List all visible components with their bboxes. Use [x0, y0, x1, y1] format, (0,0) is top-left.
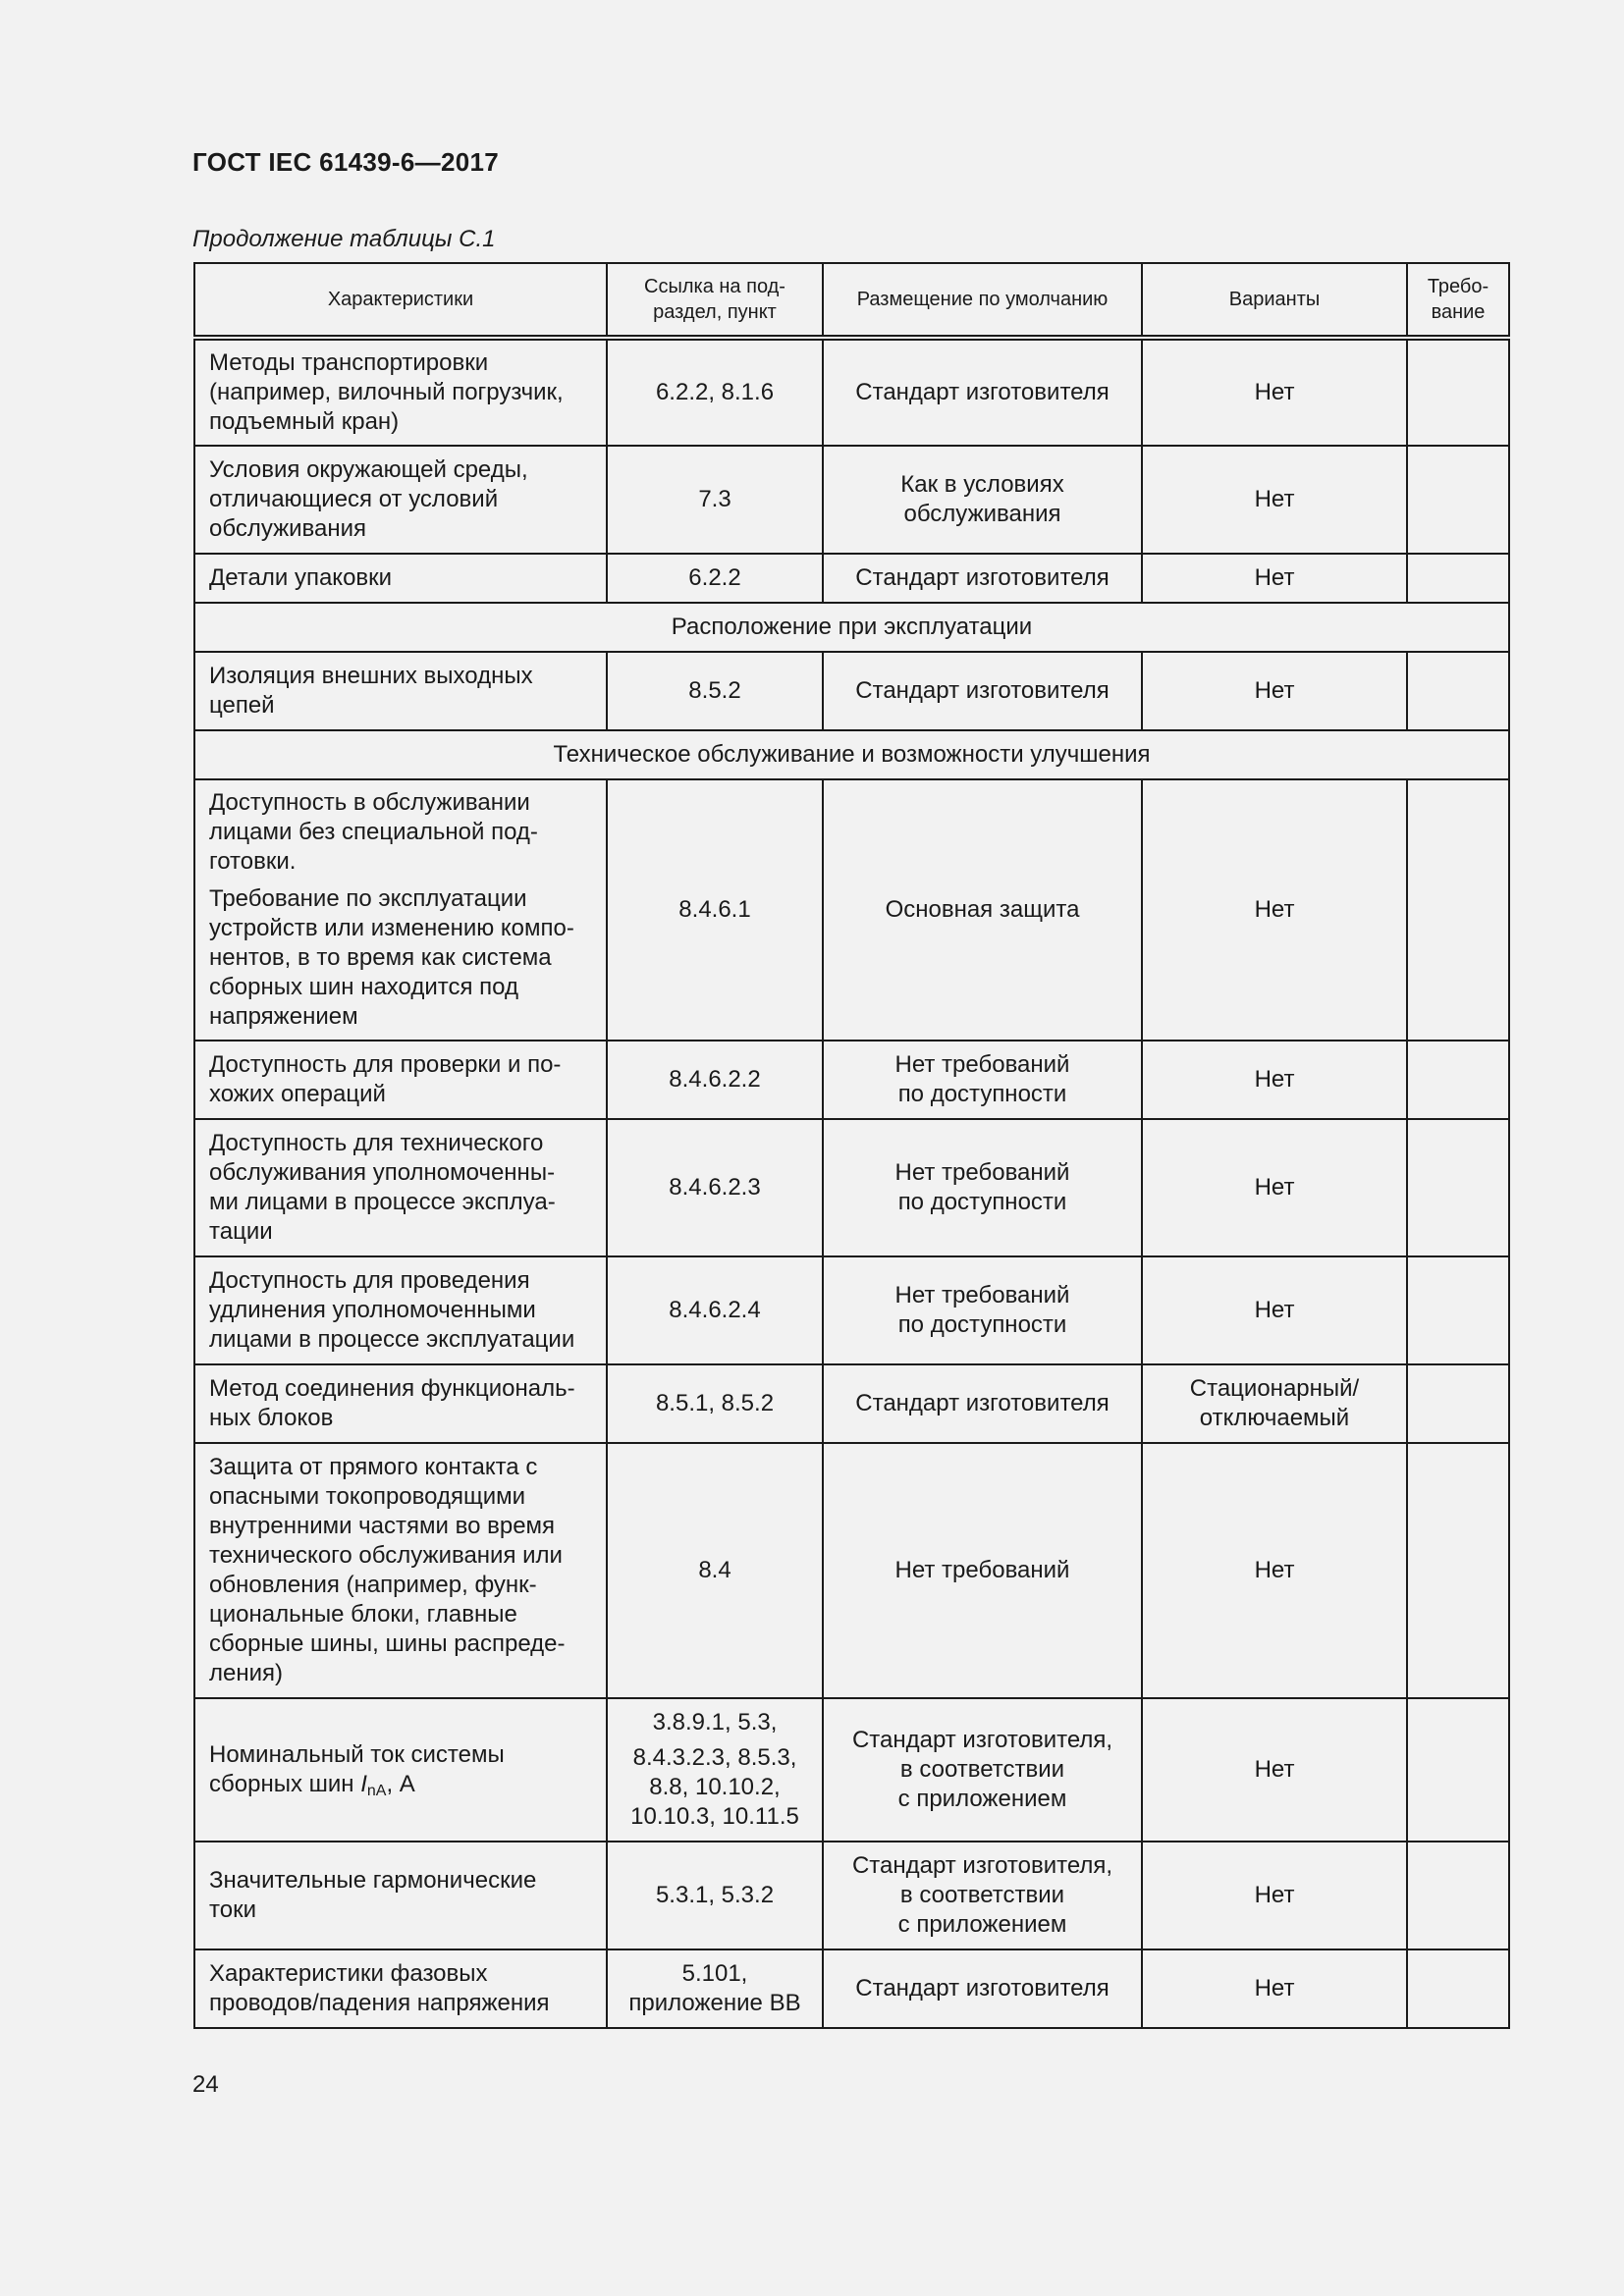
cell-reference: 5.101, приложение ВВ: [607, 1949, 823, 2028]
cell-options: Нет: [1142, 652, 1407, 730]
cell-requirement: [1407, 1698, 1509, 1842]
table-header: [194, 263, 1509, 338]
col-header-reference: Ссылка на под- раздел, пункт: [607, 263, 823, 338]
cell-requirement: [1407, 779, 1509, 1041]
cell-characteristic: Характеристики фазовых проводов/падения напряжения: [194, 1949, 607, 2028]
cell-default: Стандарт изготовителя: [823, 338, 1142, 446]
table-row: [194, 338, 1509, 446]
cell-reference: 7.3: [607, 446, 823, 554]
header-row: [194, 263, 1509, 338]
cell-requirement: [1407, 652, 1509, 730]
cell-default: Стандарт изготовителя: [823, 1364, 1142, 1443]
col-header-default: Размещение по умолчанию: [823, 263, 1142, 338]
section-title-maintenance: Техническое обслуживание и возможности улучшения: [194, 730, 1509, 779]
table-row: [194, 652, 1509, 730]
characteristic-paragraph: Доступность в обслуживании лицами без специальной под- готовки.: [209, 789, 538, 875]
document-code: ГОСТ IEC 61439-6—2017: [192, 147, 499, 177]
cell-options: Нет: [1142, 446, 1407, 554]
table-row: [194, 1949, 1509, 2028]
cell-default: Основная защита: [823, 779, 1142, 1041]
requirements-table: [193, 262, 1510, 2029]
cell-options: Нет: [1142, 779, 1407, 1041]
cell-requirement: [1407, 1119, 1509, 1256]
table-row: [194, 446, 1509, 554]
cell-options: Нет: [1142, 338, 1407, 446]
cell-reference: 3.8.9.1, 5.3, 8.4.3.2.3, 8.5.3, 8.8, 10.10.2, 10.10.3, 10.11.5: [607, 1698, 823, 1842]
cell-reference: 8.5.1, 8.5.2: [607, 1364, 823, 1443]
section-title-operation: Расположение при эксплуатации: [194, 603, 1509, 652]
cell-reference: 8.4.6.2.2: [607, 1041, 823, 1119]
cell-options: Нет: [1142, 554, 1407, 603]
cell-characteristic: [194, 1698, 607, 1842]
cell-characteristic: Доступность для проверки и по- хожих операций: [194, 1041, 607, 1119]
cell-requirement: [1407, 338, 1509, 446]
table-row: [194, 1041, 1509, 1119]
table-row: [194, 554, 1509, 603]
current-symbol: I: [360, 1771, 367, 1797]
cell-requirement: [1407, 1041, 1509, 1119]
cell-characteristic: Метод соединения функциональ- ных блоков: [194, 1364, 607, 1443]
characteristic-line: сборных шин $I_{nA}$, А: [209, 1771, 415, 1799]
cell-default: Нет требований: [823, 1443, 1142, 1698]
cell-reference: 8.5.2: [607, 652, 823, 730]
cell-default: Стандарт изготовителя: [823, 652, 1142, 730]
cell-reference: 6.2.2: [607, 554, 823, 603]
table-caption: Продолжение таблицы С.1: [192, 226, 496, 252]
table-row: [194, 1698, 1509, 1842]
cell-characteristic: Защита от прямого контакта с опасными токопроводящими внутренними частями во время технического обслуживания или обновления (например, функ- циональные блоки, главные сборные шины, шины распреде- ления): [194, 1443, 607, 1698]
cell-default: Нет требований по доступности: [823, 1256, 1142, 1364]
cell-characteristic: [194, 779, 607, 1041]
cell-characteristic: Детали упаковки: [194, 554, 607, 603]
cell-reference: 8.4.6.1: [607, 779, 823, 1041]
cell-reference: 5.3.1, 5.3.2: [607, 1842, 823, 1949]
cell-reference: 8.4.6.2.4: [607, 1256, 823, 1364]
characteristic-line: Номинальный ток системы: [209, 1741, 505, 1768]
cell-options: Нет: [1142, 1443, 1407, 1698]
page-number: 24: [192, 2071, 219, 2098]
cell-requirement: [1407, 1256, 1509, 1364]
col-header-requirement: Требо- вание: [1407, 263, 1509, 338]
cell-requirement: [1407, 1949, 1509, 2028]
cell-requirement: [1407, 1364, 1509, 1443]
table-row: [194, 1443, 1509, 1698]
table-body: [194, 338, 1509, 2028]
cell-default: Стандарт изготовителя: [823, 554, 1142, 603]
cell-default: Стандарт изготовителя, в соответствии с приложением: [823, 1698, 1142, 1842]
cell-requirement: [1407, 554, 1509, 603]
cell-default: Нет требований по доступности: [823, 1041, 1142, 1119]
cell-reference: 8.4: [607, 1443, 823, 1698]
cell-reference: 6.2.2, 8.1.6: [607, 338, 823, 446]
cell-default: Нет требований по доступности: [823, 1119, 1142, 1256]
cell-characteristic: Методы транспортировки (например, вилочный погрузчик, подъемный кран): [194, 338, 607, 446]
cell-options: Стационарный/ отключаемый: [1142, 1364, 1407, 1443]
cell-reference: 8.4.6.2.3: [607, 1119, 823, 1256]
cell-requirement: [1407, 1443, 1509, 1698]
cell-options: Нет: [1142, 1698, 1407, 1842]
cell-options: Нет: [1142, 1842, 1407, 1949]
cell-default: Стандарт изготовителя: [823, 1949, 1142, 2028]
cell-default: Как в условиях обслуживания: [823, 446, 1142, 554]
table-row: [194, 1119, 1509, 1256]
cell-characteristic: Изоляция внешних выходных цепей: [194, 652, 607, 730]
cell-requirement: [1407, 1842, 1509, 1949]
col-header-options: Варианты: [1142, 263, 1407, 338]
cell-options: Нет: [1142, 1119, 1407, 1256]
current-symbol-subscript: nA: [366, 1783, 387, 1799]
table-row: [194, 1256, 1509, 1364]
cell-characteristic: Доступность для проведения удлинения уполномоченными лицами в процессе эксплуатации: [194, 1256, 607, 1364]
table-row: [194, 1364, 1509, 1443]
cell-options: Нет: [1142, 1949, 1407, 2028]
section-row: [194, 603, 1509, 652]
table-row: [194, 779, 1509, 1041]
table-row: [194, 1842, 1509, 1949]
cell-options: Нет: [1142, 1041, 1407, 1119]
cell-characteristic: Условия окружающей среды, отличающиеся от условий обслуживания: [194, 446, 607, 554]
section-row: [194, 730, 1509, 779]
cell-characteristic: Доступность для технического обслуживания уполномоченны- ми лицами в процессе эксплуа- тации: [194, 1119, 607, 1256]
col-header-characteristics: Характеристики: [194, 263, 607, 338]
cell-requirement: [1407, 446, 1509, 554]
cell-options: Нет: [1142, 1256, 1407, 1364]
cell-characteristic: Значительные гармонические токи: [194, 1842, 607, 1949]
cell-default: Стандарт изготовителя, в соответствии с приложением: [823, 1842, 1142, 1949]
characteristic-paragraph: Требование по эксплуатации устройств или изменению компо- нентов, в то время как система сборных шин находится под напряжением: [209, 885, 574, 1030]
